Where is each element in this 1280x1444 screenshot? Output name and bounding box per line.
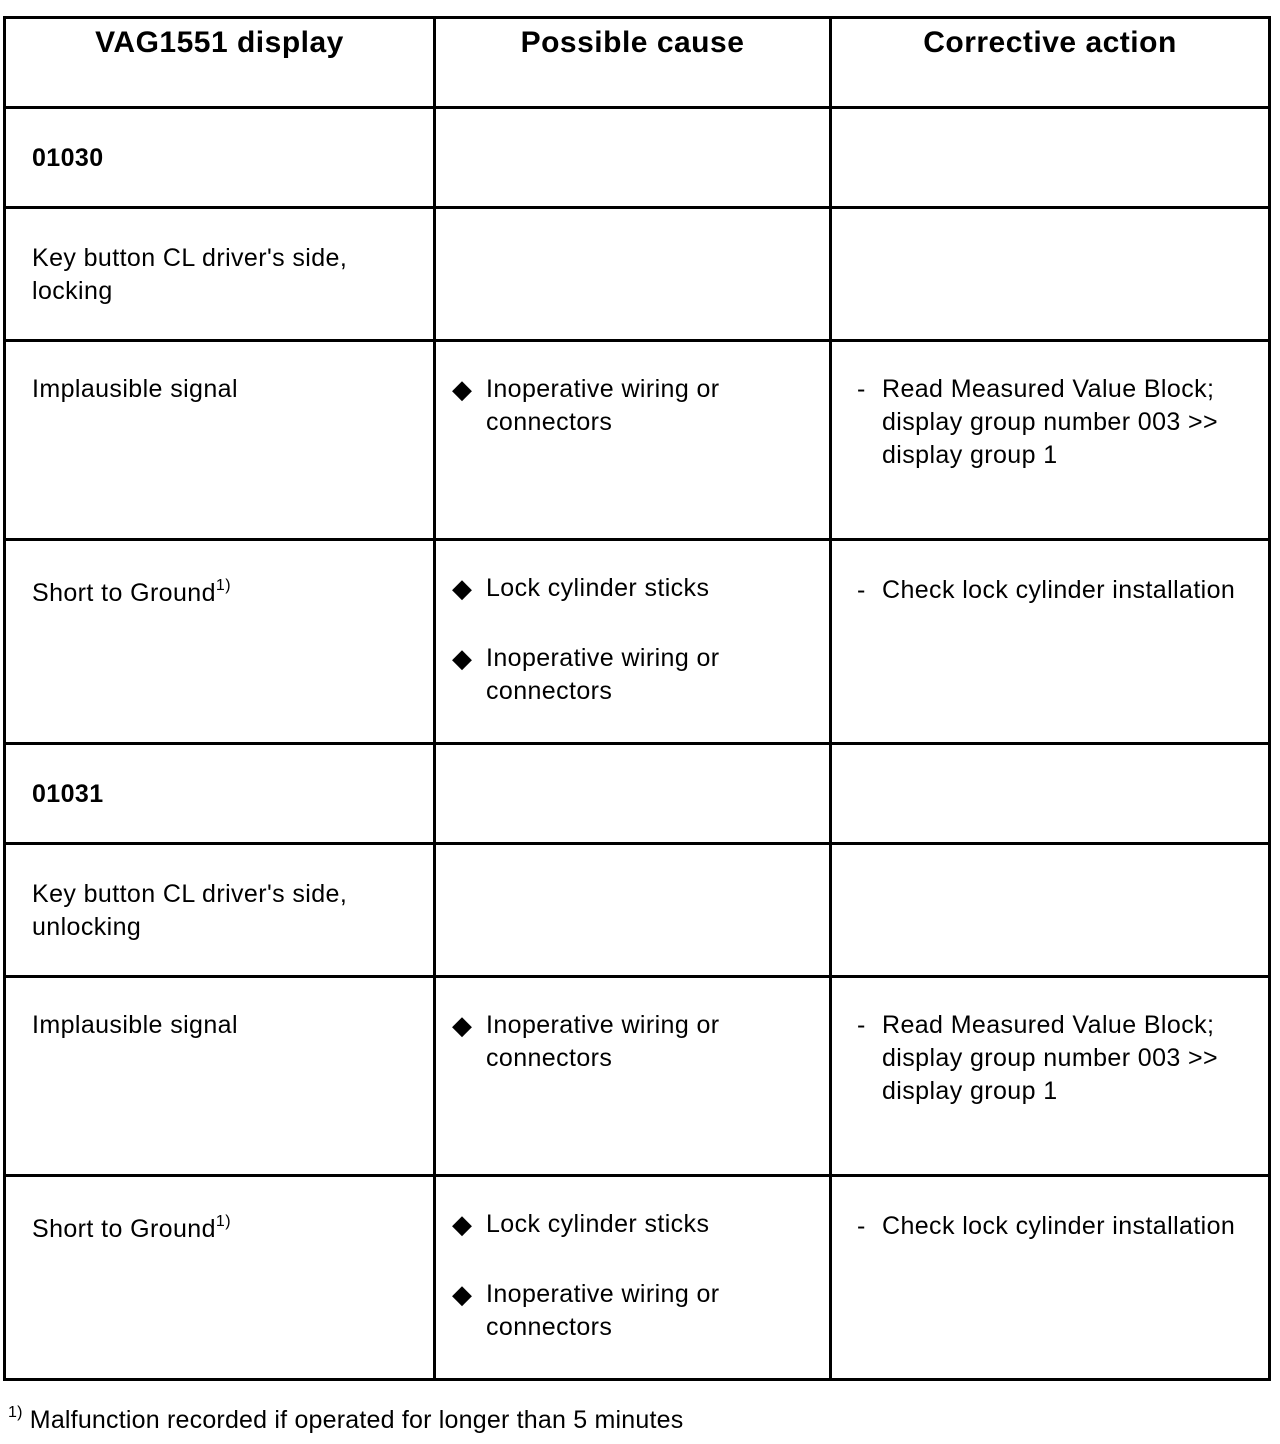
- cause-item: [436, 1009, 829, 1075]
- header-possible-cause: Possible cause: [435, 18, 831, 108]
- table-row: [5, 977, 1270, 1176]
- cause-text: Inoperative wiring or connectors: [486, 1280, 720, 1341]
- empty-cell: [435, 108, 831, 208]
- dash-bullet-icon: -: [857, 576, 866, 604]
- cause-cell: [435, 341, 831, 540]
- empty-cell: [831, 208, 1270, 341]
- empty-cell: [831, 844, 1270, 977]
- dash-bullet-icon: -: [857, 1011, 866, 1039]
- display-text: Short to Ground: [32, 579, 216, 607]
- cause-text: Lock cylinder sticks: [486, 1210, 710, 1238]
- action-text: Check lock cylinder installation: [882, 576, 1236, 604]
- action-text: Read Measured Value Block; display group number 003 >> display group 1: [882, 1011, 1219, 1105]
- dash-bullet-icon: -: [857, 375, 866, 403]
- footnote-ref: 1): [215, 576, 231, 594]
- diamond-bullet-icon: ◆: [452, 643, 473, 673]
- header-vag1551-display: VAG1551 display: [5, 18, 435, 108]
- diamond-bullet-icon: ◆: [452, 374, 473, 404]
- fault-code: 01031: [5, 744, 435, 844]
- empty-cell: [435, 744, 831, 844]
- action-cell: [831, 1176, 1270, 1380]
- action-item: [832, 1208, 1268, 1245]
- display-text: Short to Ground: [32, 1215, 216, 1243]
- action-cell: [831, 341, 1270, 540]
- display-text: Implausible signal: [5, 341, 435, 540]
- display-cell: [5, 540, 435, 744]
- footnote-ref: 1): [215, 1212, 231, 1230]
- display-cell: [5, 1176, 435, 1380]
- table-header-row: [5, 18, 1270, 108]
- diamond-bullet-icon: ◆: [452, 1010, 473, 1040]
- table-row: [5, 744, 1270, 844]
- action-cell: [831, 977, 1270, 1176]
- table-row: [5, 1176, 1270, 1380]
- table-row: [5, 540, 1270, 744]
- component-name: Key button CL driver's side, unlocking: [5, 844, 435, 977]
- cause-item: [436, 1208, 829, 1241]
- diamond-bullet-icon: ◆: [452, 1209, 473, 1239]
- action-item: [832, 572, 1268, 609]
- cause-item: [436, 572, 829, 605]
- cause-text: Inoperative wiring or connectors: [486, 1011, 720, 1072]
- component-name: Key button CL driver's side, locking: [5, 208, 435, 341]
- empty-cell: [831, 744, 1270, 844]
- cause-item: [436, 642, 829, 708]
- empty-cell: [831, 108, 1270, 208]
- cause-text: Lock cylinder sticks: [486, 574, 710, 602]
- dash-bullet-icon: -: [857, 1212, 866, 1240]
- fault-code: 01030: [5, 108, 435, 208]
- action-item: [832, 373, 1268, 472]
- diamond-bullet-icon: ◆: [452, 1279, 473, 1309]
- empty-cell: [435, 208, 831, 341]
- cause-cell: [435, 977, 831, 1176]
- cause-cell: [435, 1176, 831, 1380]
- cause-item: [436, 1278, 829, 1344]
- table-row: [5, 844, 1270, 977]
- action-text: Check lock cylinder installation: [882, 1212, 1236, 1240]
- action-text: Read Measured Value Block; display group number 003 >> display group 1: [882, 375, 1219, 469]
- cause-text: Inoperative wiring or connectors: [486, 375, 720, 436]
- empty-cell: [435, 844, 831, 977]
- diamond-bullet-icon: ◆: [452, 573, 473, 603]
- footnote-mark: 1): [8, 1403, 23, 1421]
- action-item: [832, 1009, 1268, 1108]
- header-corrective-action: Corrective action: [831, 18, 1270, 108]
- cause-cell: [435, 540, 831, 744]
- footnote: [8, 1403, 684, 1435]
- table-row: [5, 208, 1270, 341]
- table-row: [5, 108, 1270, 208]
- action-cell: [831, 540, 1270, 744]
- table-row: [5, 341, 1270, 540]
- cause-text: Inoperative wiring or connectors: [486, 644, 720, 705]
- display-text: Implausible signal: [5, 977, 435, 1176]
- footnote-text: Malfunction recorded if operated for longer than 5 minutes: [29, 1406, 684, 1434]
- cause-item: [436, 373, 829, 439]
- fault-table: [3, 16, 1271, 1381]
